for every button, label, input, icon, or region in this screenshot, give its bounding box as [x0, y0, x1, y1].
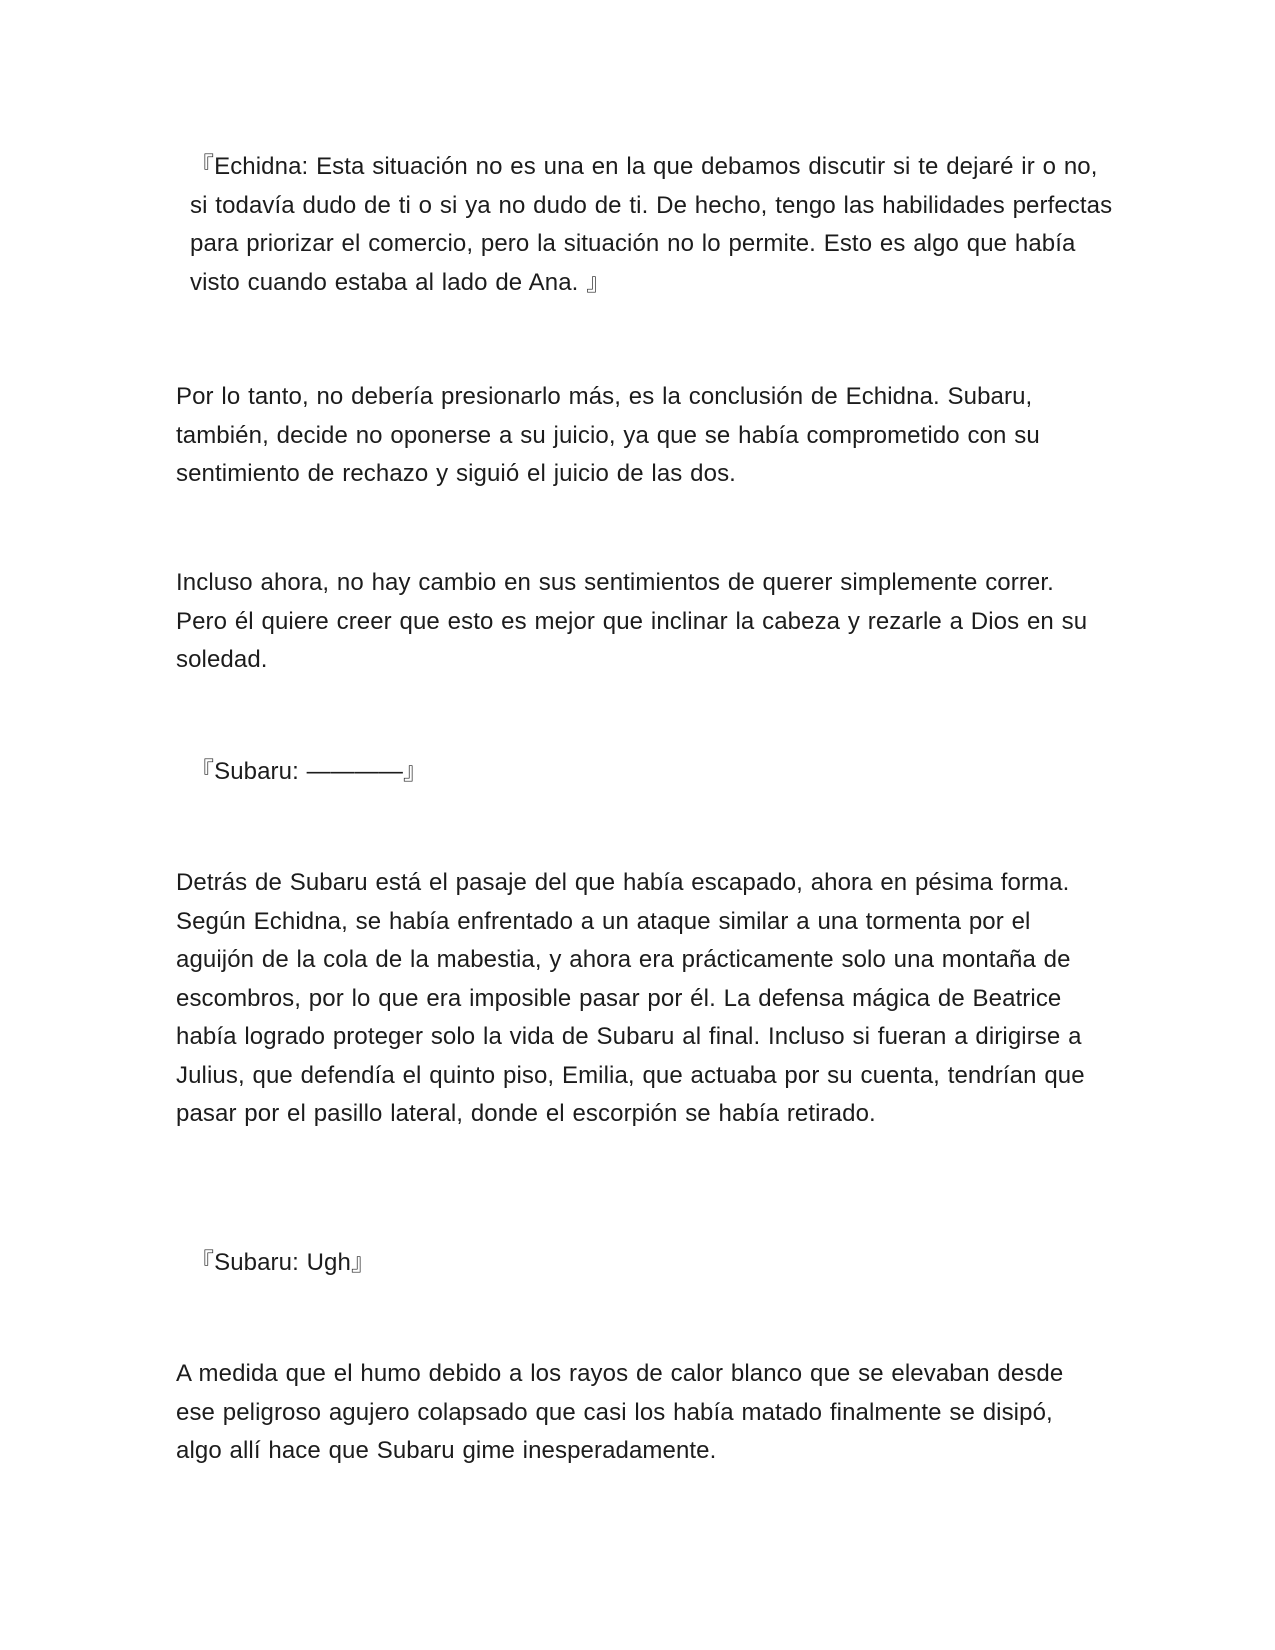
narration-paragraph: A medida que el humo debido a los rayos de calor blanco que se elevaban desde ese peligroso agujero colapsado que casi los había matado finalmente se disipó, algo allí hace que Subaru gime inesperadamente.	[176, 1360, 1064, 1464]
dialogue-echidna: 『Echidna: Esta situación no es una en la que debamos discutir si te dejaré ir o no, si todavía dudo de ti o si ya no dudo de ti. De hecho, tengo las habilidades perfectas para priorizar el comercio, pero la situación no lo permite. Esto es algo que había visto cuando estaba al lado de Ana. 』	[190, 153, 1113, 296]
dialogue-subaru: 『Subaru: ————』	[190, 758, 428, 785]
dialogue-subaru: 『Subaru: Ugh』	[190, 1249, 376, 1276]
narration-paragraph: Detrás de Subaru está el pasaje del que había escapado, ahora en pésima forma. Según Echidna, se había enfrentado a un ataque similar a una tormenta por el aguijón de la cola de la mabestia, y ahora era prácticamente solo una montaña de escombros, por lo que era imposible pasar por él. La defensa mágica de Beatrice había logrado proteger solo la vida de Subaru al final. Incluso si fueran a dirigirse a Julius, que defendía el quinto piso, Emilia, que actuaba por su cuenta, tendrían que pasar por el pasillo lateral, donde el escorpión se había retirado.	[176, 869, 1085, 1127]
narration-paragraph: Incluso ahora, no hay cambio en sus sentimientos de querer simplemente correr. Pero él quiere creer que esto es mejor que inclinar la cabeza y rezarle a Dios en su soledad.	[176, 569, 1088, 673]
narration-paragraph: Por lo tanto, no debería presionarlo más, es la conclusión de Echidna. Subaru, también, decide no oponerse a su juicio, ya que se había comprometido con su sentimiento de rechazo y siguió el juicio de las dos.	[176, 383, 1040, 487]
